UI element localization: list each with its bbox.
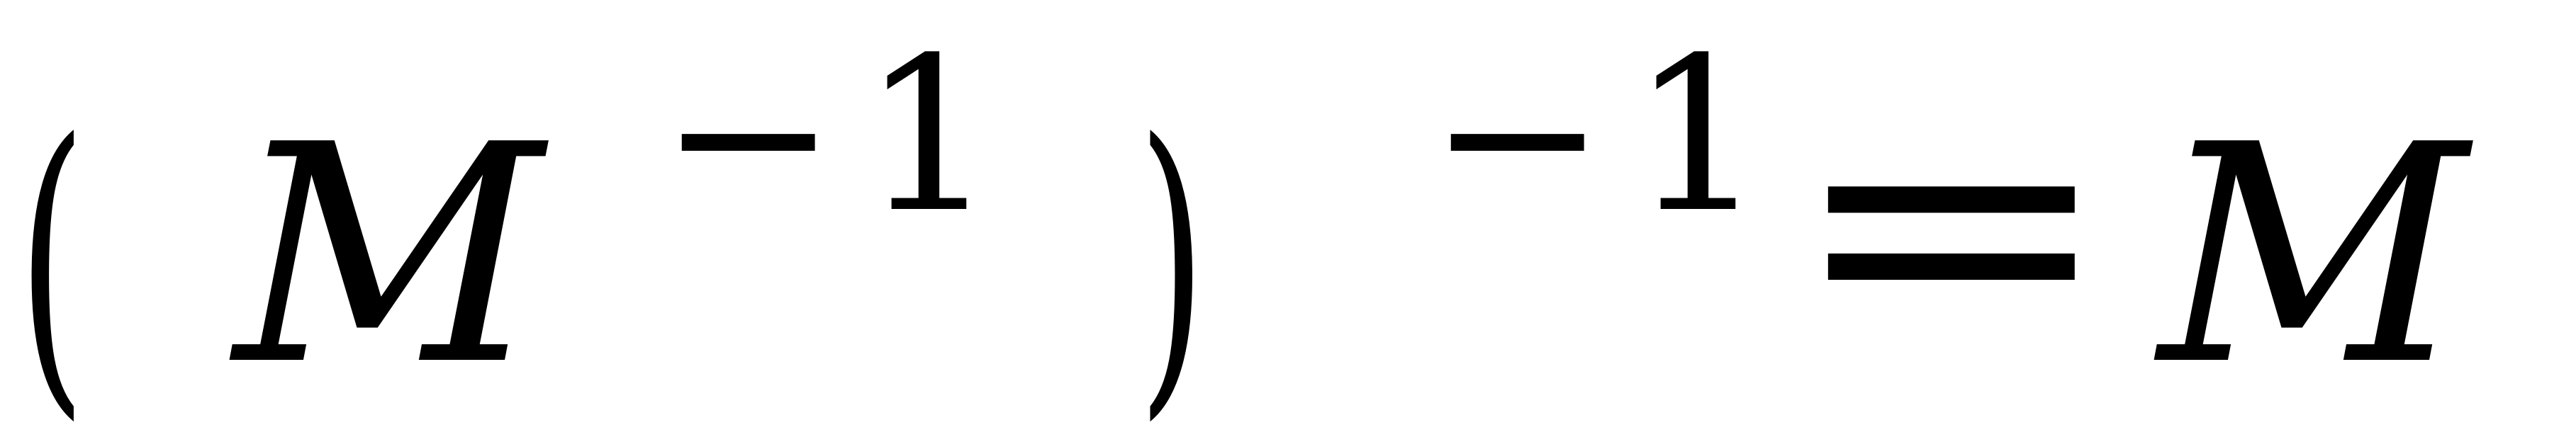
outer-exponent-one: 1: [1630, 12, 1766, 259]
equals-sign: =: [1786, 26, 2117, 419]
outer-exponent-minus: −: [1428, 12, 1607, 259]
inner-exponent-minus: −: [659, 12, 838, 259]
result-symbol-m: M: [2158, 81, 2468, 431]
matrix-symbol-m: M: [234, 81, 543, 431]
inner-exponent-one: 1: [861, 12, 997, 259]
open-parenthesis: (: [18, 76, 86, 442]
close-parenthesis: ): [1138, 76, 1206, 442]
